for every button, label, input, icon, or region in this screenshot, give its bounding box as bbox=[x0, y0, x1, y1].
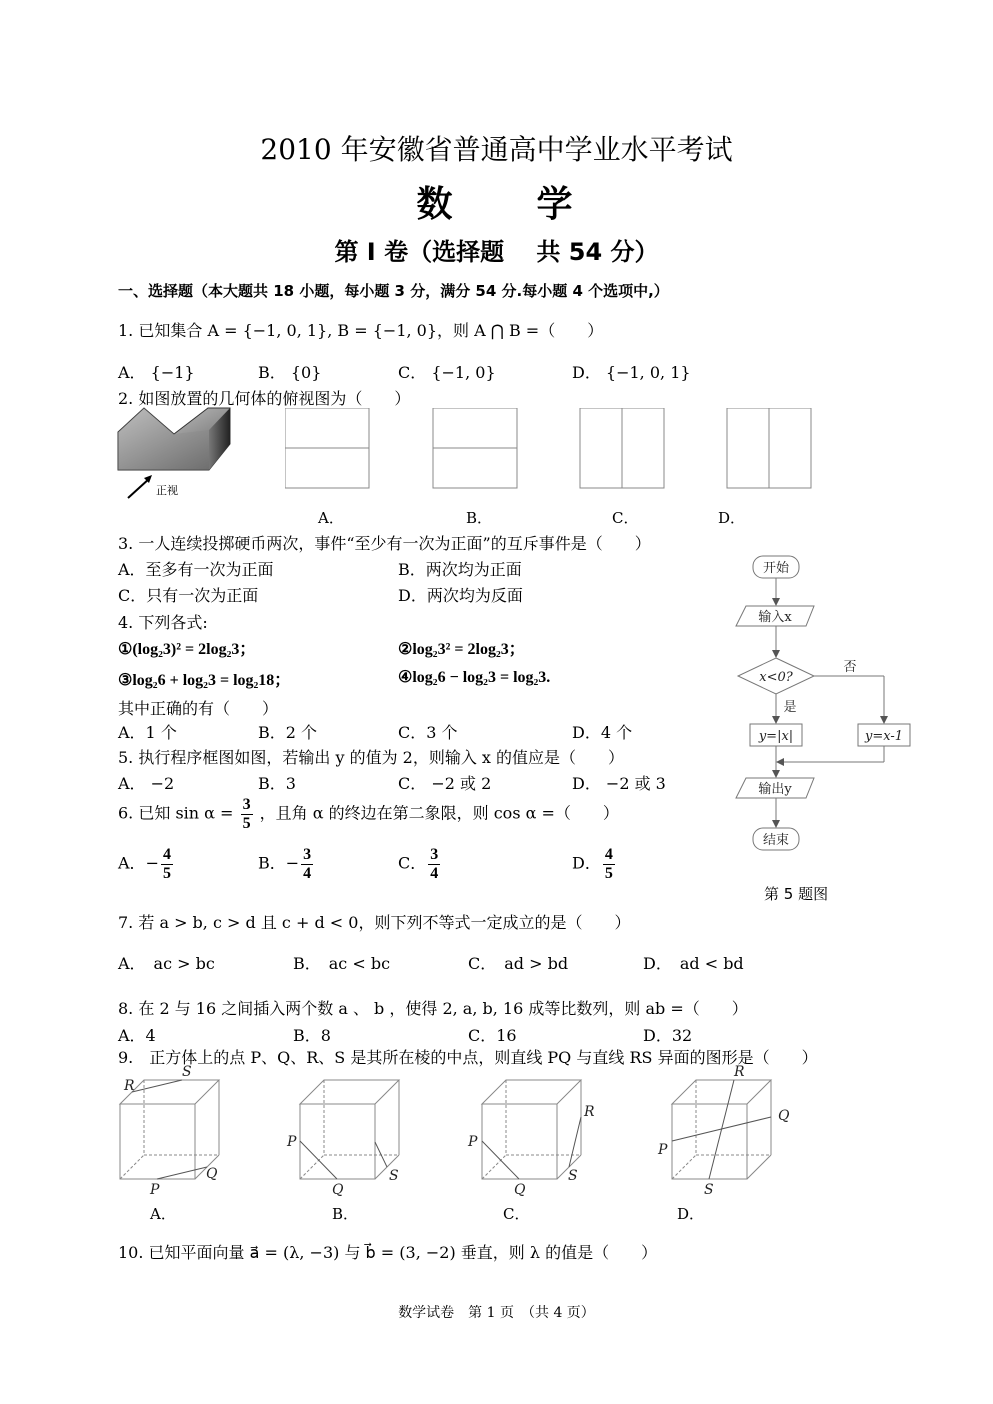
q2-option-a: A． bbox=[318, 509, 344, 527]
cube-c bbox=[482, 1080, 581, 1179]
flowchart-caption: 第 5 题图 bbox=[764, 885, 829, 903]
cube-d-label-r: R bbox=[734, 1064, 745, 1080]
cube-a-label-p: P bbox=[150, 1182, 160, 1198]
q1-option-b: B． {0} bbox=[258, 363, 322, 382]
cube-c-label-p: P bbox=[468, 1134, 478, 1150]
cube-a-label-r: R bbox=[124, 1078, 135, 1094]
q6-option-c: C． $\frac{3}{4}$ bbox=[398, 846, 439, 882]
q4-option-d: D．4 个 bbox=[572, 723, 633, 742]
q7-option-b: B． ac < bc bbox=[293, 954, 391, 973]
cube-a-label-s: S bbox=[182, 1064, 192, 1080]
q8-option-d: D．32 bbox=[643, 1026, 693, 1045]
cube-c-label-r: R bbox=[584, 1104, 595, 1120]
question-6-stem bbox=[118, 796, 619, 832]
q8-option-a: A．4 bbox=[118, 1026, 156, 1045]
flow-no-label: 否 bbox=[843, 660, 857, 675]
question-5-stem: 5. 执行程序框图如图，若输出 y 的值为 2，则输入 x 的值应是（ ） bbox=[118, 748, 625, 767]
cube-b-label-s: S bbox=[389, 1168, 399, 1184]
solid-figure bbox=[114, 404, 239, 504]
page-footer: 数学试卷 第 1 页 （共 4 页） bbox=[398, 1305, 595, 1321]
cube-b-label-p: P bbox=[287, 1134, 297, 1150]
question-2-stem: 2. 如图放置的几何体的俯视图为（ ） bbox=[118, 389, 411, 408]
q4-expression-3: ③log₂6 + log₂3 = log₂18； bbox=[118, 672, 291, 689]
cube-a bbox=[120, 1080, 219, 1179]
cube-a-label-q: Q bbox=[206, 1166, 218, 1182]
q4-tail: 其中正确的有（ ） bbox=[118, 699, 279, 718]
q3-option-b: B．两次均为正面 bbox=[398, 560, 522, 579]
q8-option-c: C．16 bbox=[468, 1026, 517, 1045]
flow-start-label: 开始 bbox=[762, 561, 790, 576]
q6-stem-post: ，且角 α 的终边在第二象限，则 cos α =（ ） bbox=[259, 803, 619, 823]
q1-option-d: D． {−1, 0, 1} bbox=[572, 363, 691, 382]
cube-d-label-s: S bbox=[704, 1182, 714, 1198]
q6-option-d: D． $\frac{4}{5}$ bbox=[572, 846, 613, 882]
question-10-stem: 10. 已知平面向量 a⃗ = (λ, −3) 与 b⃗ = (3, −2) 垂直，则 λ 的值是（ ） bbox=[118, 1243, 658, 1262]
q9-option-c: C． bbox=[503, 1205, 530, 1223]
q5-option-d: D． −2 或 3 bbox=[572, 774, 666, 793]
q4-option-b: B．2 个 bbox=[258, 723, 318, 742]
flow-end-label: 结束 bbox=[762, 833, 790, 848]
flow-yes-label: 是 bbox=[783, 700, 797, 715]
q7-option-d: D． ad < bd bbox=[643, 954, 744, 973]
view-label: 正视 bbox=[156, 484, 178, 497]
q3-option-c: C．只有一次为正面 bbox=[118, 586, 259, 605]
cube-d-label-q: Q bbox=[778, 1108, 790, 1124]
q2-option-d: D． bbox=[718, 509, 746, 527]
flow-condition-label: x<0? bbox=[759, 670, 793, 685]
flowchart bbox=[728, 550, 918, 856]
flow-no-branch-label: y=x-1 bbox=[864, 729, 904, 744]
question-3-stem: 3. 一人连续投掷硬币两次，事件“至少有一次为正面”的互斥事件是（ ） bbox=[118, 534, 651, 553]
flow-output-label: 输出y bbox=[758, 782, 792, 797]
q4-option-c: C．3 个 bbox=[398, 723, 458, 742]
cube-b bbox=[300, 1080, 399, 1179]
q7-option-c: C． ad > bd bbox=[468, 954, 569, 973]
question-9-stem: 9. 正方体上的点 P、Q、R、S 是其所在棱的中点，则直线 PQ 与直线 RS 异面的图形是（ ） bbox=[118, 1048, 818, 1067]
cube-b-label-q: Q bbox=[332, 1182, 344, 1198]
flow-input-label: 输入x bbox=[758, 610, 792, 625]
q8-option-b: B．8 bbox=[293, 1026, 331, 1045]
cube-d bbox=[672, 1080, 771, 1179]
question-8-stem: 8. 在 2 与 16 之间插入两个数 a 、 b ，使得 2, a, b, 16 成等比数列，则 ab =（ ） bbox=[118, 999, 748, 1018]
cube-c-label-q: Q bbox=[514, 1182, 526, 1198]
q1-option-c: C． {−1, 0} bbox=[398, 363, 496, 382]
q4-expression-1: ①(log₂3)² = 2log₂3； bbox=[118, 641, 256, 658]
cube-c-label-s: S bbox=[568, 1168, 578, 1184]
q2-option-b: B． bbox=[466, 509, 493, 527]
q5-option-c: C． −2 或 2 bbox=[398, 774, 492, 793]
flow-yes-branch-label: y=|x| bbox=[758, 729, 794, 744]
q4-expression-4: ④log₂6 − log₂3 = log₂3. bbox=[398, 669, 551, 686]
subject-title: 数 学 bbox=[416, 183, 577, 225]
q9-option-d: D． bbox=[677, 1205, 705, 1223]
q3-option-a: A．至多有一次为正面 bbox=[118, 560, 274, 579]
q5-option-b: B．3 bbox=[258, 774, 296, 793]
section-heading: 一、选择题（本大题共 18 小题，每小题 3 分，满分 54 分.每小题 4 个选项中,） bbox=[118, 282, 669, 300]
q9-option-a: A． bbox=[150, 1205, 176, 1223]
question-4-stem: 4. 下列各式: bbox=[118, 613, 208, 632]
q6-option-a: A．− $\frac{4}{5}$ bbox=[118, 846, 171, 882]
cube-d-label-p: P bbox=[658, 1142, 668, 1158]
q1-option-a: A． {−1} bbox=[118, 363, 195, 382]
q2-option-figures bbox=[285, 408, 815, 492]
q4-expression-2: ②log₂3² = 2log₂3； bbox=[398, 641, 525, 658]
q6-option-b: B．− $\frac{3}{4}$ bbox=[258, 846, 312, 882]
volume-heading: 第 Ⅰ 卷（选择题 共 54 分） bbox=[334, 238, 659, 266]
q9-cube-figures bbox=[112, 1064, 802, 1204]
q7-option-a: A． ac > bc bbox=[118, 954, 215, 973]
q9-option-b: B． bbox=[332, 1205, 359, 1223]
page-title: 2010 年安徽省普通高中学业水平考试 bbox=[260, 133, 733, 166]
q6-stem-pre: 6. 已知 sin α = bbox=[118, 803, 234, 823]
question-7-stem: 7. 若 a > b, c > d 且 c + d < 0，则下列不等式一定成立的是（ ） bbox=[118, 913, 631, 932]
q4-option-a: A．1 个 bbox=[118, 723, 177, 742]
view-arrow bbox=[128, 478, 150, 498]
q5-option-a: A． −2 bbox=[118, 774, 175, 793]
q2-option-c: C． bbox=[612, 509, 639, 527]
q6-fraction: $\frac{3}{5}$ bbox=[242, 796, 251, 832]
q3-option-d: D．两次均为反面 bbox=[398, 586, 523, 605]
question-1-stem: 1. 已知集合 A = {−1, 0, 1}, B = {−1, 0}，则 A ⋂ B =（ ） bbox=[118, 321, 604, 340]
